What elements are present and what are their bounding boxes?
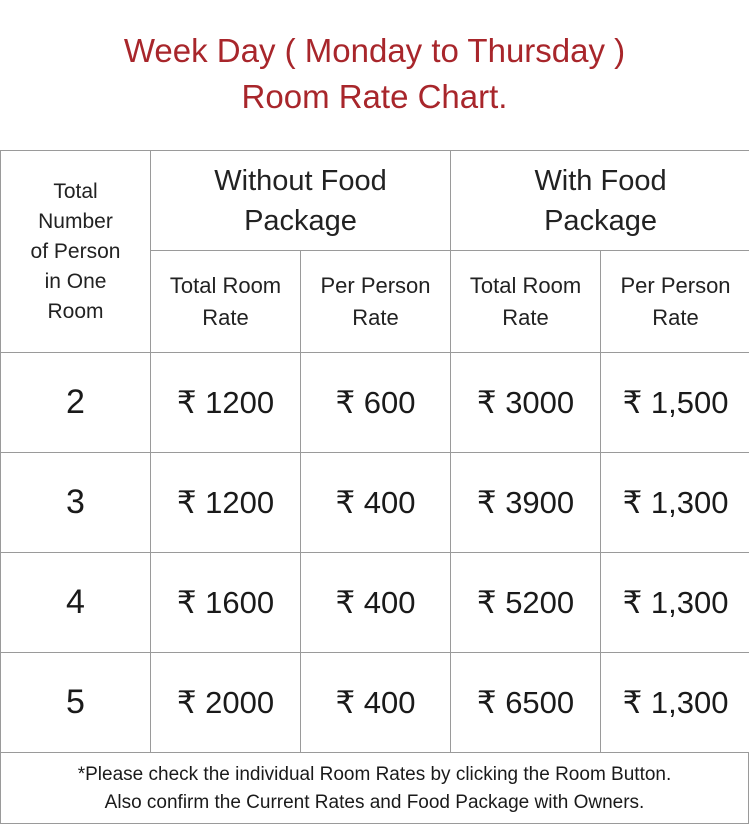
group-header-line: Package — [544, 204, 657, 237]
subheader-line: Total Room — [469, 272, 582, 298]
title-line-2: Room Rate Chart. — [241, 78, 508, 115]
table-row — [1, 453, 749, 553]
page-title — [0, 0, 749, 150]
without-food-group-header — [151, 151, 451, 251]
group-header-line: Package — [244, 204, 357, 237]
persons-header-line: Total — [53, 179, 98, 203]
table-row — [1, 353, 749, 453]
subheader-line: Rate — [652, 304, 699, 330]
with-total-rate-cell: ₹ 3000 — [451, 353, 601, 453]
persons-cell: 5 — [1, 653, 151, 753]
persons-cell: 4 — [1, 553, 151, 653]
without-total-rate-cell: ₹ 1600 — [151, 553, 301, 653]
without-total-rate-cell: ₹ 2000 — [151, 653, 301, 753]
subheader-line: Total Room — [169, 272, 282, 298]
persons-header-line: in One — [44, 269, 107, 293]
title-line-1: Week Day ( Monday to Thursday ) — [123, 32, 626, 69]
subheader-line: Rate — [352, 304, 399, 330]
footnote-line-2: Also confirm the Current Rates and Food Package with Owners. — [104, 792, 645, 813]
subheader-line: Rate — [202, 304, 249, 330]
group-header-line: Without Food — [214, 164, 387, 197]
persons-cell: 2 — [1, 353, 151, 453]
without-total-rate-cell: ₹ 1200 — [151, 453, 301, 553]
with-food-group-header — [451, 151, 749, 251]
with-total-rate-cell: ₹ 6500 — [451, 653, 601, 753]
with-per-person-rate-cell: ₹ 1,300 — [601, 653, 749, 753]
without-per-person-rate-cell: ₹ 400 — [301, 453, 451, 553]
with-per-person-rate-cell: ₹ 1,500 — [601, 353, 749, 453]
room-rate-table — [0, 150, 749, 753]
without-per-person-rate-cell: ₹ 400 — [301, 553, 451, 653]
persons-header-line: Number — [38, 209, 113, 233]
group-header-line: With Food — [534, 164, 667, 197]
with-total-rate-cell: ₹ 3900 — [451, 453, 601, 553]
subheader-line: Per Person — [320, 272, 431, 298]
persons-header-line: of Person — [30, 239, 121, 263]
subheader-line: Per Person — [620, 272, 731, 298]
without-per-person-rate-header — [301, 251, 451, 353]
with-total-rate-cell: ₹ 5200 — [451, 553, 601, 653]
persons-header-line: Room — [47, 299, 104, 323]
with-per-person-rate-cell: ₹ 1,300 — [601, 453, 749, 553]
with-total-room-rate-header — [451, 251, 601, 353]
without-per-person-rate-cell: ₹ 400 — [301, 653, 451, 753]
persons-cell: 3 — [1, 453, 151, 553]
table-row — [1, 653, 749, 753]
without-per-person-rate-cell: ₹ 600 — [301, 353, 451, 453]
subheader-line: Rate — [502, 304, 549, 330]
without-total-room-rate-header — [151, 251, 301, 353]
persons-column-header — [1, 151, 151, 353]
footnote — [0, 753, 749, 824]
with-per-person-rate-cell: ₹ 1,300 — [601, 553, 749, 653]
without-total-rate-cell: ₹ 1200 — [151, 353, 301, 453]
footnote-line-1: *Please check the individual Room Rates by clicking the Room Button. — [77, 764, 672, 785]
table-row — [1, 553, 749, 653]
with-per-person-rate-header — [601, 251, 749, 353]
